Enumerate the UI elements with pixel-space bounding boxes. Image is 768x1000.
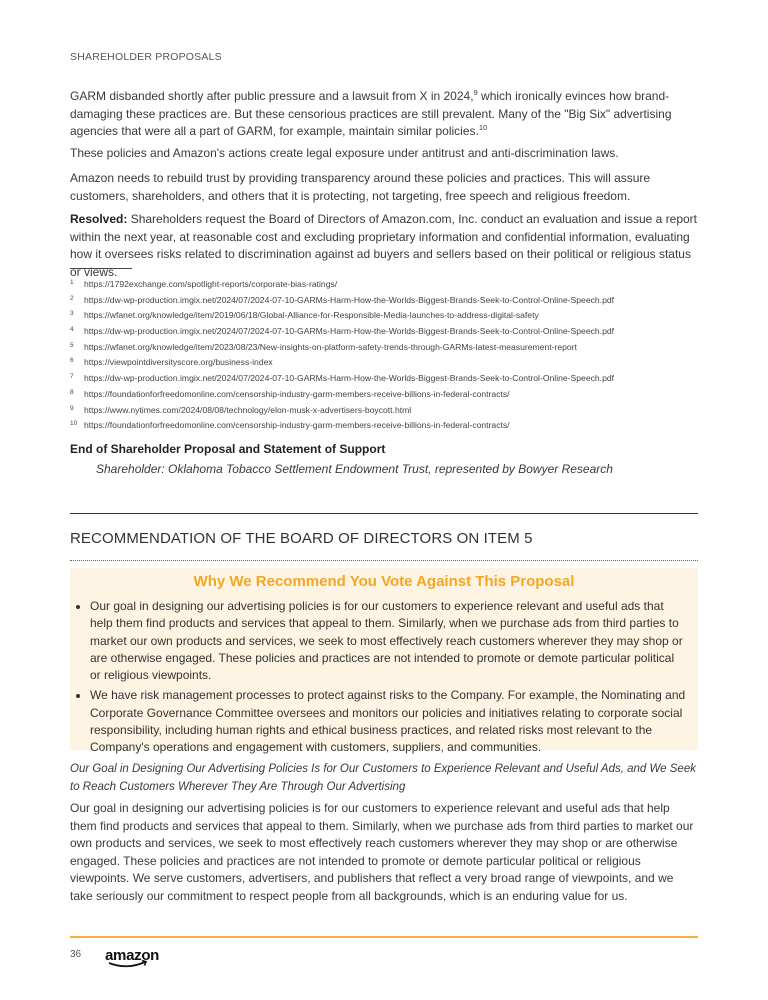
paragraph-goal: Our goal in designing our advertising policies is for our customers to experience relevant and useful ads that help them find products and services that appeal to them. Similarly, when we purchase ads from third parties to market our own products and services, we seek to most effectively reach customers wherever they may shop or are otherwise engaged. These policies and practices are not intended to promote or demote particular political or religious viewpoints. We serve customers, advertisers, and publishers that reflect a very broad range of viewpoints, and we take seriously our commitment to respect people from all backgrounds, which is an enduring value for us. (70, 801, 694, 903)
footnote-number: 9 (70, 404, 74, 412)
footnote (70, 277, 698, 293)
footnote (70, 324, 698, 340)
text: Shareholders request the Board of Directors of Amazon.com, Inc. conduct an evaluation and issue a report within the next year, at reasonable cost and excluding proprietary information and confidential information, evaluating how it oversees risks related to discrimination against ad buyers and sellers based on their political or religious status or views. (70, 212, 698, 279)
footnote-number: 10 (70, 420, 78, 428)
page-number: 36 (70, 949, 82, 960)
italic-subheading: Our Goal in Designing Our Advertising Policies Is for Our Customers to Experience Relevant and Useful Ads, and We Seek to Reach Customers Wherever They Are Through Our Advertising (70, 763, 696, 793)
bullet-item: • We have risk management processes to protect against risks to the Company. For example, the Nominating and Corporate Governance Committee oversees and monitors our policies and initiatives relating to corporate social responsibility, including human rights and ethical business practices, and related risks most relevant to the Company's operations and engagement with customers, suppliers, and communities. (90, 687, 688, 756)
footnote-number: 7 (70, 373, 74, 381)
footnote-ref[interactable]: 10 (478, 123, 488, 132)
running-header: SHAREHOLDER PROPOSALS (70, 51, 222, 63)
dotted-divider (70, 560, 698, 561)
footnote-number: 6 (70, 357, 74, 365)
footnote-link[interactable]: https://wfanet.org/knowledge/item/2023/08/23/New-insights-on-platform-safety-trends-through-GARMs-latest-measurement-report (84, 341, 577, 352)
footer-rule (70, 936, 698, 938)
footnote (70, 403, 698, 419)
footnote-number: 2 (70, 294, 74, 302)
paragraph-transparency: Amazon needs to rebuild trust by providing transparency around these policies and practices. This will assure customers, shareholders, and others that it is protecting, not targeting, free speech and religious freedom. (70, 171, 651, 203)
footnote-link[interactable]: https://1792exchange.com/spotlight-reports/corporate-bias-ratings/ (84, 279, 338, 289)
svg-text:amazon: amazon (105, 947, 160, 964)
text: which ironically evinces how brand-damaging these practices are. But these censorious practices are still prevalent. Many of the "Big Six" advertising agencies that were all a part of GARM, for example, maintain similar policies. (70, 89, 672, 138)
resolved-label: Resolved: (70, 212, 128, 226)
footnote-link[interactable]: https://foundationforfreedomonline.com/censorship-industry-garm-members-receive-billions-in-federal-contracts/ (84, 420, 510, 431)
end-heading: End of Shareholder Proposal and Statement of Support (70, 442, 386, 456)
footnote-number: 5 (70, 341, 74, 349)
recommendation-heading: RECOMMENDATION OF THE BOARD OF DIRECTORS ON ITEM 5 (70, 530, 533, 547)
footnote-link[interactable]: https://wfanet.org/knowledge/item/2019/06/18/Global-Alliance-for-Responsible-Media-launches-to-address-digital-safety (84, 310, 539, 321)
paragraph-resolved (70, 211, 698, 281)
footnote-ref[interactable]: 9 (473, 88, 478, 97)
footnote-number: 4 (70, 326, 74, 334)
text: GARM disbanded shortly after public pressure and a lawsuit from X in 2024, (70, 89, 474, 103)
footnote-link[interactable]: https://dw-wp-production.imgix.net/2024/07/2024-07-10-GARMs-Harm-How-the-Worlds-Biggest-Brands-Seek-to-Control-Online-Speech.pdf (84, 326, 615, 337)
recommendation-box (70, 568, 698, 755)
footnote-link[interactable]: https://dw-wp-production.imgix.net/2024/07/2024-07-10-GARMs-Harm-How-the-Worlds-Biggest-Brands-Seek-to-Control-Online-Speech.pdf (84, 294, 615, 305)
paragraph-legal: These policies and Amazon's actions create legal exposure under antitrust and anti-discrimination laws. (70, 146, 619, 160)
box-title: Why We Recommend You Vote Against This Proposal (193, 573, 575, 590)
footnote-number: 3 (70, 310, 74, 318)
footnote (70, 308, 698, 324)
footnote (70, 340, 698, 356)
footnote-link[interactable]: https://viewpointdiversityscore.org/business-index (84, 357, 273, 368)
section-divider (70, 513, 698, 514)
footnote (70, 387, 698, 403)
footnotes (70, 277, 698, 434)
footnote-link[interactable]: https://www.nytimes.com/2024/08/08/technology/elon-musk-x-advertisers-boycott.html (84, 404, 412, 415)
footnote (70, 293, 698, 309)
footnote (70, 371, 698, 387)
footnote (70, 355, 698, 371)
amazon-logo (105, 947, 163, 974)
bullet-list (70, 598, 698, 757)
footnote-divider (70, 268, 132, 269)
shareholder-line: Shareholder: Oklahoma Tobacco Settlement Endowment Trust, represented by Bowyer Research (96, 462, 613, 476)
bullet-item: • Our goal in designing our advertising policies is for our customers to experience relevant and useful ads that help them find products and services that appeal to them. Similarly, when we purchase ads from third parties to market our own products and services, we seek to most effectively reach customers wherever they may shop or are otherwise engaged. These policies and practices are not intended to promote or demote particular political or religious viewpoints. (90, 598, 688, 684)
footnote-link[interactable]: https://foundationforfreedomonline.com/censorship-industry-garm-members-receive-billions-in-federal-contracts/ (84, 388, 510, 399)
paragraph-garm (70, 88, 698, 141)
footnote-number: 1 (70, 279, 74, 286)
footnote (70, 418, 698, 434)
footnote-number: 8 (70, 388, 74, 396)
footnote-link[interactable]: https://dw-wp-production.imgix.net/2024/07/2024-07-10-GARMs-Harm-How-the-Worlds-Biggest-Brands-Seek-to-Control-Online-Speech.pdf (84, 373, 615, 384)
